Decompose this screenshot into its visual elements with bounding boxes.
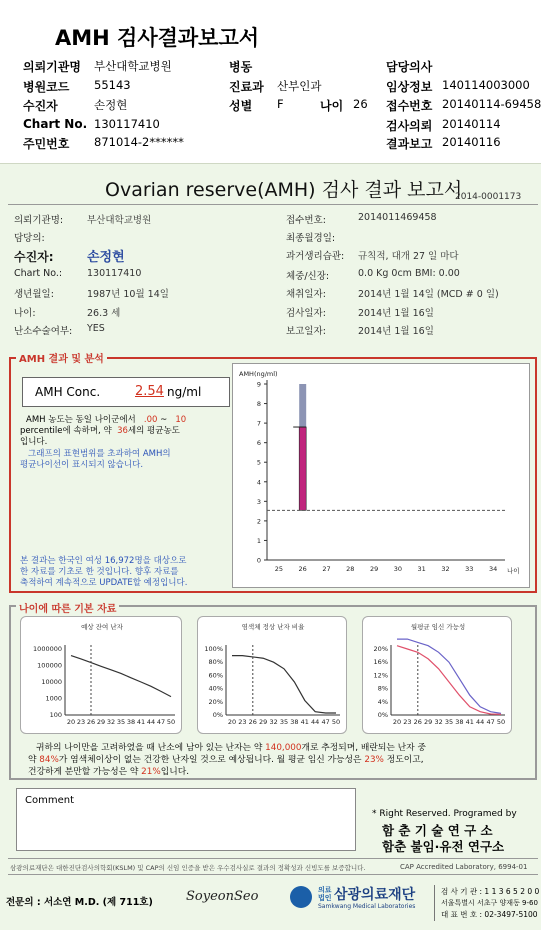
comment-box — [16, 788, 356, 851]
y-tick-label: 60% — [208, 671, 223, 680]
x-tick-label: 26 — [86, 718, 96, 726]
header-value: 871014-2****** — [94, 135, 184, 149]
header-value: 26 — [353, 97, 368, 111]
amh-desc-line5: 평균나이선이 표시되지 않습니다. — [20, 460, 144, 470]
y-tick-label: 12% — [373, 671, 388, 680]
panel-title: 염색체 정상 난자 비율 — [241, 623, 305, 631]
header-label: 임상정보 — [386, 80, 433, 94]
field-label: 최종월경일: — [286, 233, 336, 244]
x-tick-label: 41 — [300, 718, 309, 726]
amh-range-bar — [299, 427, 306, 510]
report-sheet — [0, 163, 541, 930]
y-axis-label: AMH(ng/ml) — [239, 370, 278, 378]
field-label: Chart No.: — [14, 268, 63, 279]
x-tick-label: 23 — [403, 718, 412, 726]
basics-summary-line1: 귀하의 나이만을 고려하였을 때 난소에 남아 있는 난자는 약 140,000개로 추정되며, 배란되는 난자 중 — [36, 743, 426, 753]
x-tick-label: 29 — [424, 718, 433, 726]
x-tick-label: 29 — [96, 718, 106, 726]
field-label: 나이: — [14, 308, 36, 319]
foundation-logo-icon — [290, 886, 312, 908]
amh-chart — [233, 364, 531, 589]
y-tick-label: 20% — [373, 645, 388, 653]
header-label: 진료과 — [229, 80, 264, 94]
header-label: 주민번호 — [23, 137, 70, 151]
remaining-eggs-panel — [20, 616, 182, 734]
y-tick-label: 10000 — [41, 678, 62, 686]
y-tick-label: 6 — [256, 439, 261, 448]
y-tick-label: 2 — [256, 517, 261, 526]
header-label: 나이 — [320, 99, 344, 113]
x-tick-label: 44 — [476, 718, 485, 726]
amh-conc-box — [22, 377, 230, 407]
field-value: 2014년 1월 16일 — [358, 326, 434, 337]
header-value: 130117410 — [94, 117, 160, 131]
header-value: 손정현 — [94, 98, 128, 112]
header-label: 성별 — [229, 99, 253, 113]
org-name-2: 함춘 불임·유전 연구소 — [382, 839, 505, 854]
y-tick-label: 9 — [256, 380, 261, 389]
header-label: 결과보고 — [386, 137, 433, 151]
x-tick-label: 30 — [393, 565, 403, 573]
field-value: 부산대학교병원 — [87, 215, 152, 226]
x-tick-label: 47 — [321, 718, 330, 726]
field-value: 손정현 — [87, 250, 125, 265]
header-label: 수진자 — [23, 99, 58, 113]
doctor-signature: SoyeonSeo — [186, 889, 259, 904]
divider — [434, 885, 435, 921]
y-tick-label: 5 — [256, 458, 261, 467]
foundation-name: 삼광의료재단 — [334, 887, 416, 903]
field-value: YES — [87, 323, 105, 334]
field-value: 2014년 1월 16일 — [358, 308, 434, 319]
org-name-1: 함 춘 기 술 연 구 소 — [382, 823, 493, 838]
comment-label: Comment — [25, 795, 74, 806]
y-tick-label: 16% — [373, 658, 388, 667]
header-label: 병동 — [229, 60, 253, 74]
x-tick-label: 23 — [238, 718, 247, 726]
x-tick-label: 35 — [444, 718, 454, 726]
normal-chromosome-chart — [198, 617, 348, 735]
x-tick-label: 50 — [496, 718, 506, 726]
field-label: 접수번호: — [286, 215, 326, 226]
sheet-title: Ovarian reserve(AMH) 검사 결과 보고서 — [105, 179, 463, 201]
y-tick-label: 80% — [208, 658, 223, 667]
field-label: 의뢰기관명: — [14, 215, 64, 226]
basics-section-label: 나이에 따른 기본 자료 — [16, 600, 119, 615]
x-tick-label: 20 — [227, 718, 237, 726]
field-value: 130117410 — [87, 268, 142, 279]
amh-conc-value: 2.54 — [135, 384, 164, 399]
x-tick-label: 32 — [106, 718, 116, 726]
field-value: 1987년 10월 14일 — [87, 289, 169, 300]
y-tick-label: 100% — [204, 645, 223, 653]
lab-phone: 대 표 번 호 : 02-3497-5100 — [441, 910, 538, 919]
lab-address: 서울특별시 서초구 양재동 9-60 — [441, 899, 538, 907]
x-tick-label: 27 — [322, 565, 331, 573]
x-tick-label: 35 — [279, 718, 289, 726]
header-value: 20140114 — [442, 117, 501, 131]
x-tick-label: 29 — [259, 718, 268, 726]
basics-summary-line3: 건강하게 분만할 가능성은 약 21%입니다. — [28, 767, 190, 777]
x-tick-label: 38 — [290, 718, 299, 726]
field-value: 0.0 Kg 0cm BMI: 0.00 — [358, 268, 460, 279]
field-value: 2014년 1월 14일 (MCD # 0 일) — [358, 289, 499, 300]
field-label: 난소수술여부: — [14, 326, 73, 337]
header-value: 140114003000 — [442, 78, 530, 92]
header-label: 접수번호 — [386, 99, 433, 113]
x-tick-label: 44 — [146, 718, 156, 726]
series-line — [232, 656, 336, 713]
series-line — [397, 646, 501, 715]
x-tick-label: 35 — [116, 718, 126, 726]
field-label: 채취일자: — [286, 289, 326, 300]
x-tick-label: 50 — [166, 718, 176, 726]
x-axis-label: 나이 — [507, 567, 520, 575]
x-tick-label: 26 — [298, 565, 307, 573]
x-tick-label: 25 — [274, 565, 284, 573]
field-label: 보고일자: — [286, 326, 326, 337]
x-tick-label: 32 — [441, 565, 450, 573]
amh-desc-line1: AMH 농도는 동일 나이군에서 .00 ~ 10 — [26, 415, 187, 425]
x-tick-label: 32 — [269, 718, 278, 726]
x-tick-label: 47 — [486, 718, 495, 726]
lab-code: 검 사 기 관 : 1 1 3 6 5 2 0 0 — [441, 887, 540, 896]
x-tick-label: 20 — [392, 718, 402, 726]
x-tick-label: 31 — [417, 565, 426, 573]
x-tick-label: 32 — [434, 718, 443, 726]
amh-conc-label: AMH Conc. — [35, 385, 101, 399]
y-tick-label: 4% — [377, 697, 388, 706]
y-tick-label: 0% — [212, 711, 223, 719]
y-tick-label: 100 — [49, 711, 62, 719]
x-tick-label: 38 — [455, 718, 464, 726]
y-tick-label: 40% — [208, 684, 223, 693]
cert-text: 삼광의료재단은 대한진단검사의학회(KSLM) 및 CAP의 신임 인증을 받은 우수검사실로 결과의 정확성과 신빙도를 보증합니다. — [10, 864, 366, 872]
y-tick-label: 1 — [256, 536, 261, 545]
header-value: 산부인과 — [277, 79, 322, 93]
header-value: F — [277, 97, 284, 111]
doctor-name: 전문의 : 서소연 M.D. (제 711호) — [6, 897, 153, 908]
foundation-name-en: Samkwang Medical Laboratories — [318, 903, 416, 910]
x-tick-label: 44 — [311, 718, 320, 726]
amh-section-label: AMH 결과 및 분석 — [16, 350, 107, 365]
y-tick-label: 8% — [377, 684, 388, 693]
header-label: 병원코드 — [23, 80, 70, 94]
amh-conc-unit: ng/ml — [167, 385, 202, 399]
field-label: 과거생리습관: — [286, 251, 345, 262]
y-tick-label: 0% — [377, 711, 388, 719]
y-tick-label: 4 — [256, 478, 261, 487]
x-tick-label: 33 — [465, 565, 474, 573]
header-value: 55143 — [94, 78, 131, 92]
pregnancy-panel — [362, 616, 512, 734]
y-tick-label: 7 — [256, 419, 261, 428]
report-title: AMH 검사결과보고서 — [55, 26, 260, 50]
header-value: 부산대학교병원 — [94, 59, 172, 73]
y-tick-label: 100000 — [37, 661, 62, 670]
amh-range-bar-upper — [299, 384, 306, 427]
series-line — [71, 656, 171, 697]
field-value: 26.3 세 — [87, 308, 121, 319]
header-value: 20140116 — [442, 135, 501, 149]
amh-foot-line3: 축적하여 계속적으로 UPDATE할 예정입니다. — [20, 578, 188, 588]
report-number: 2014-0001173 — [455, 192, 522, 202]
x-tick-label: 20 — [66, 718, 76, 726]
field-label: 담당의: — [14, 233, 45, 244]
x-tick-label: 29 — [369, 565, 379, 573]
y-tick-label: 1000000 — [33, 645, 62, 653]
x-tick-label: 23 — [76, 718, 86, 726]
field-value: 2014011469458 — [358, 212, 437, 223]
divider — [8, 858, 538, 859]
field-label: 수진자: — [14, 250, 54, 264]
header-label: 의뢰기관명 — [23, 60, 81, 74]
y-tick-label: 1000 — [45, 694, 62, 703]
amh-desc-line4: 그래프의 표현범위를 초과하여 AMH의 — [28, 449, 171, 459]
y-tick-label: 0 — [256, 556, 261, 565]
y-tick-label: 3 — [256, 497, 261, 506]
field-label: 체중/신장: — [286, 271, 330, 282]
x-tick-label: 41 — [465, 718, 474, 726]
x-tick-label: 41 — [136, 718, 146, 726]
divider — [8, 874, 538, 875]
remaining-eggs-chart — [21, 617, 183, 735]
pregnancy-chart — [363, 617, 513, 735]
header-label: 검사의뢰 — [386, 119, 433, 133]
x-tick-label: 38 — [126, 718, 136, 726]
header-label: Chart No. — [23, 117, 88, 131]
x-tick-label: 28 — [346, 565, 355, 573]
panel-title: 예상 잔여 난자 — [81, 623, 123, 631]
amh-desc-line2: percentile에 속하며, 약 36세의 평균농도 — [20, 426, 180, 436]
x-tick-label: 34 — [488, 565, 498, 573]
foundation-prefix: 의료법인 — [318, 886, 332, 902]
field-value: 규칙적, 대개 27 일 마다 — [358, 251, 459, 262]
cap-text: CAP Accredited Laboratory, 6994-01 — [400, 863, 528, 871]
header-label: 담당의사 — [386, 60, 433, 74]
divider — [8, 204, 538, 205]
rights-text: * Right Reserved. Programed by — [372, 809, 517, 819]
panel-title: 월평균 임신 가능성 — [410, 623, 466, 631]
basics-summary-line2: 약 84%가 염색체이상이 없는 건강한 난자일 것으로 예상됩니다. 월 평균 임신 가능성은 23% 정도이고, — [28, 755, 424, 765]
x-tick-label: 26 — [248, 718, 257, 726]
field-label: 생년월일: — [14, 289, 54, 300]
amh-desc-line3: 입니다. — [20, 437, 48, 447]
x-tick-label: 47 — [156, 718, 166, 726]
header-value: 20140114-69458 — [442, 97, 541, 111]
field-label: 검사일자: — [286, 308, 326, 319]
x-tick-label: 26 — [413, 718, 422, 726]
normal-chromosome-panel — [197, 616, 347, 734]
y-tick-label: 20% — [208, 697, 223, 706]
y-tick-label: 8 — [256, 400, 261, 409]
amh-foot-line2: 한 자료를 기초로 한 것입니다. 향후 자료를 — [20, 567, 179, 577]
amh-foot-line1: 본 결과는 한국인 여성 16,972명을 대상으로 — [20, 556, 187, 566]
x-tick-label: 50 — [331, 718, 341, 726]
amh-chart-frame — [232, 363, 530, 588]
